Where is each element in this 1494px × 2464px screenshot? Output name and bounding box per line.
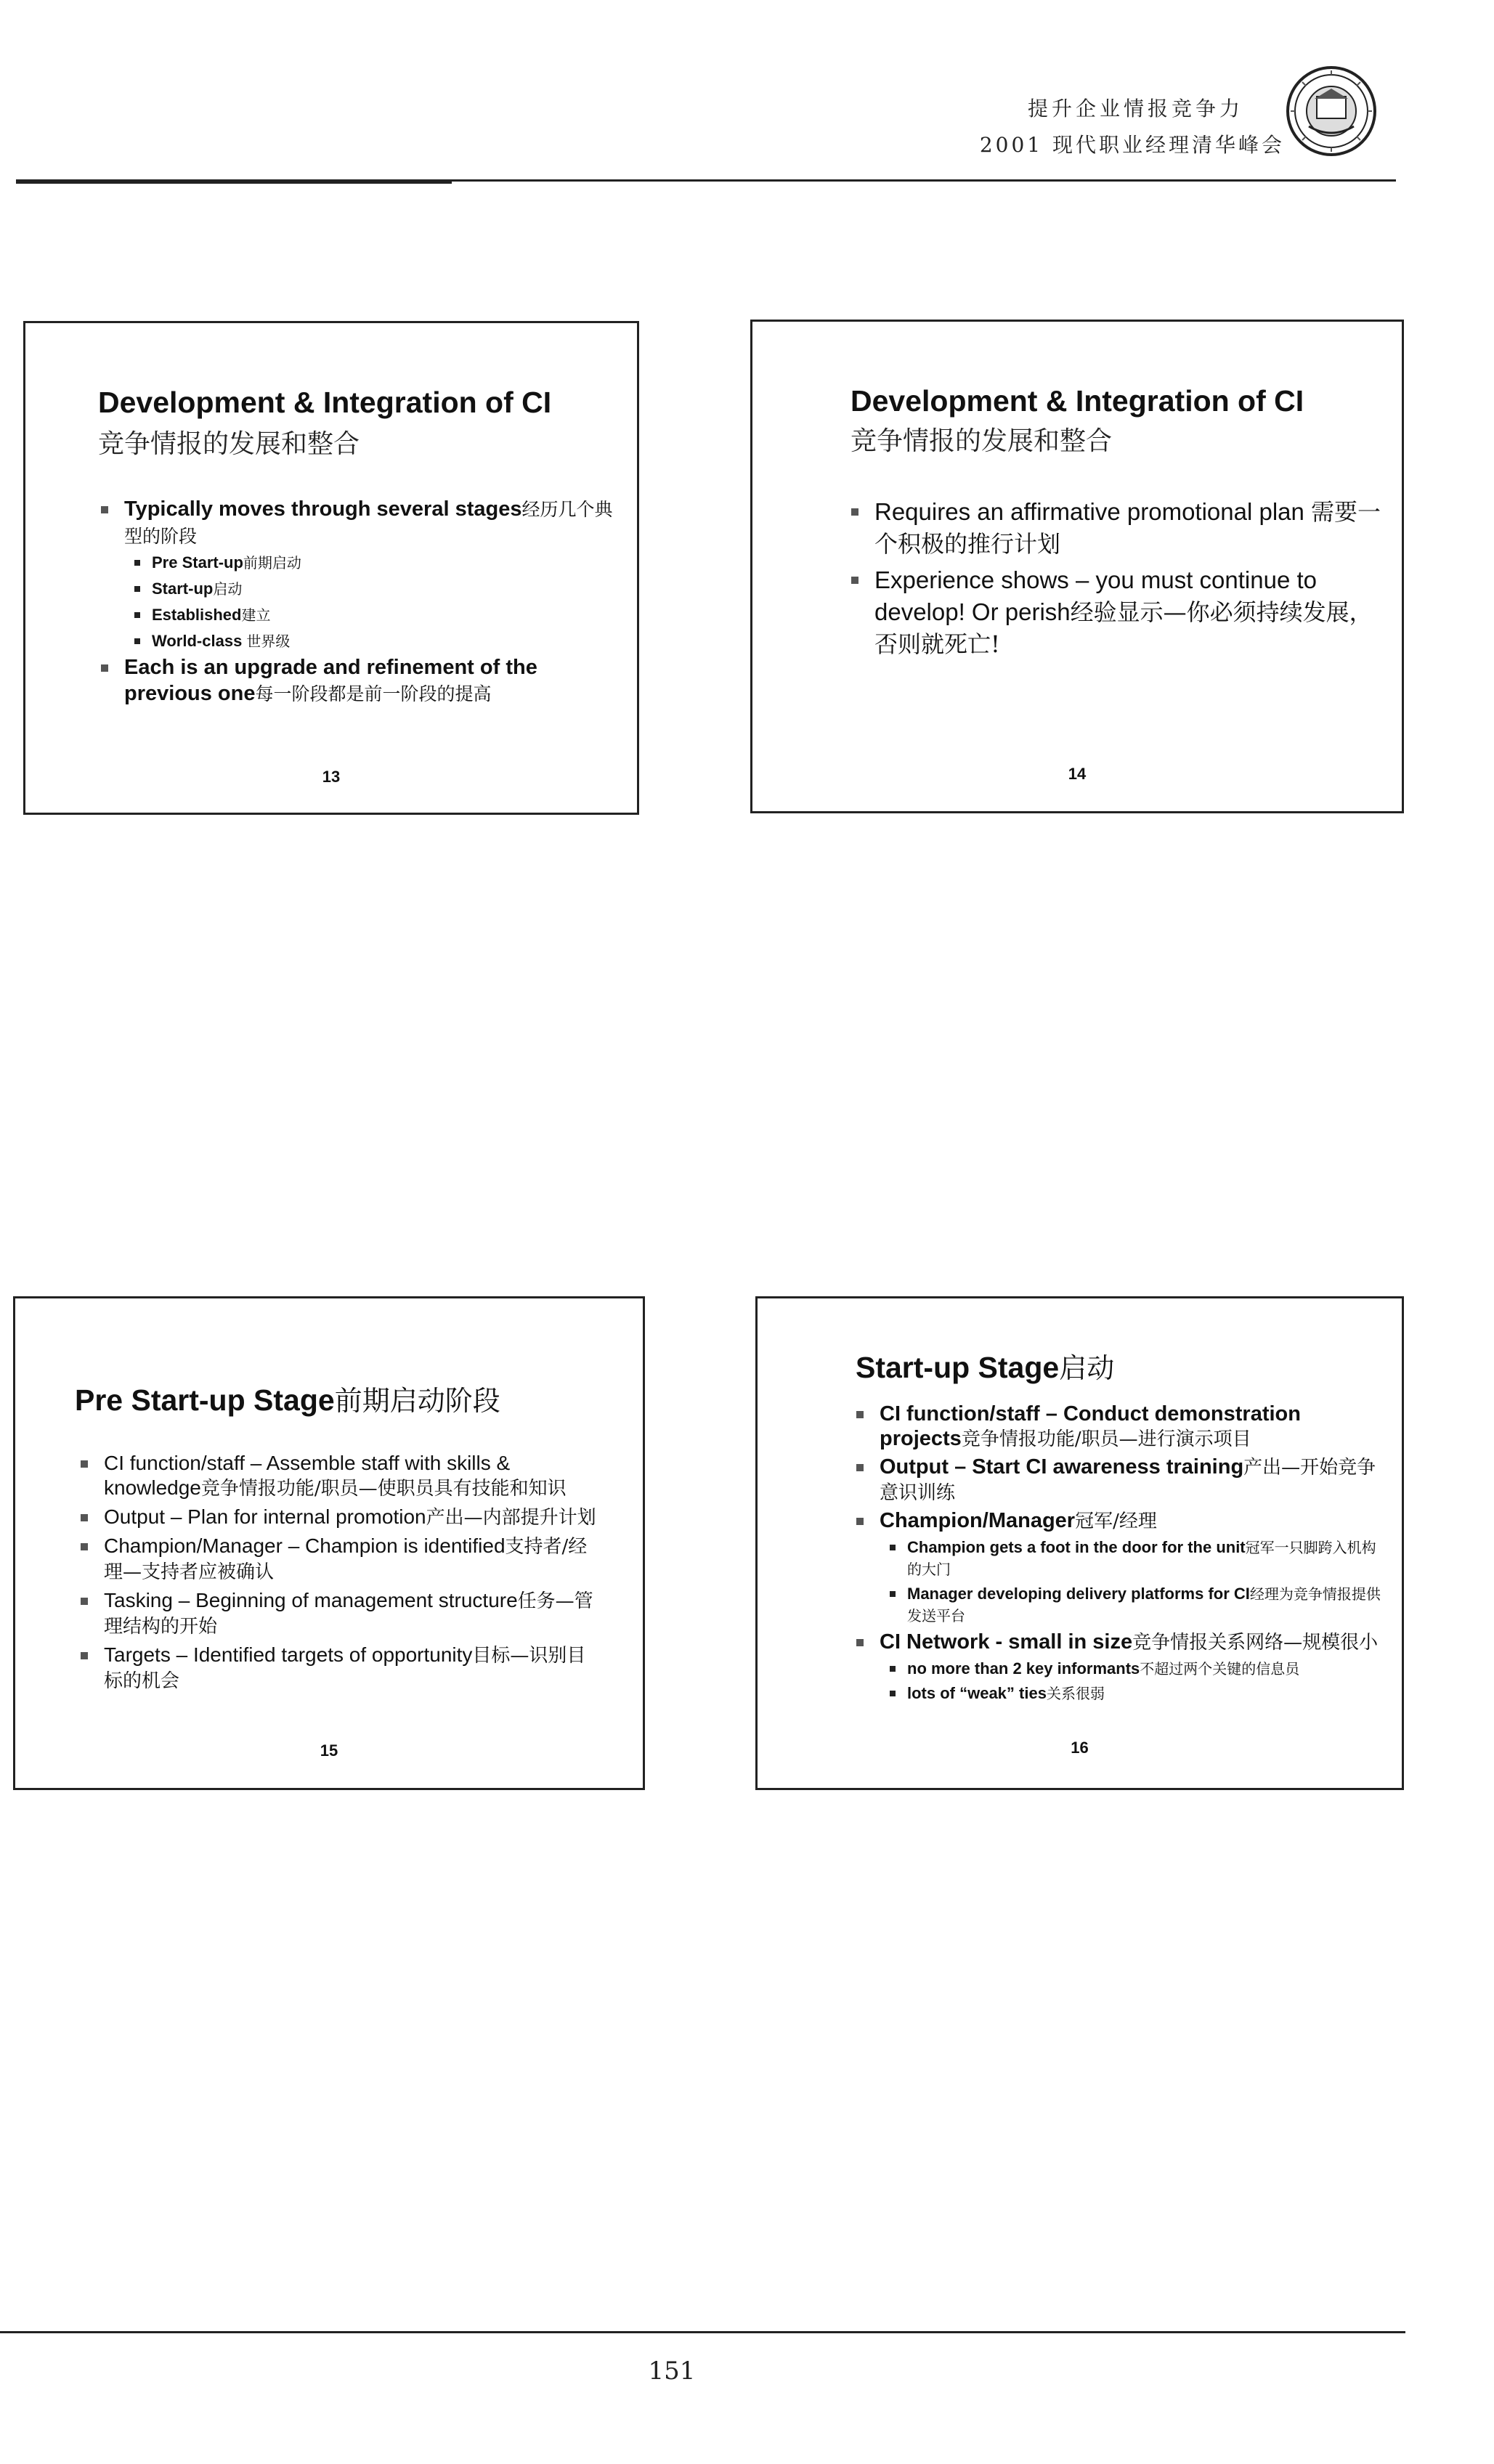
footer-rule <box>0 2331 1405 2333</box>
slide-15 <box>13 1296 645 1790</box>
bullet-item: Each is an upgrade and refinement of the previous one每一阶段都是前一阶段的提高 <box>95 654 618 707</box>
sub-bullet-item: Champion gets a foot in the door for the unit冠军一只脚跨入机构的大门 <box>850 1537 1381 1580</box>
bullet-item: Champion/Manager冠军/经理 <box>850 1508 1381 1534</box>
sub-bullet-item: Pre Start-up前期启动 <box>95 550 618 576</box>
slide-title: Pre Start-up Stage前期启动阶段 <box>75 1383 500 1417</box>
sub-bullet-item: Start-up启动 <box>95 576 618 602</box>
bullet-list <box>75 1451 598 1697</box>
bullet-item: Targets – Identified targets of opportunity目标—识别目标的机会 <box>75 1643 598 1694</box>
bullet-item: CI function/staff – Conduct demonstration projects竞争情报功能/职员—进行演示项目 <box>850 1402 1381 1452</box>
bullet-item: Experience shows – you must continue to develop! Or perish经验显示—你必须持续发展，否则就死亡! <box>845 564 1383 660</box>
slide-subtitle: 竞争情报的发展和整合 <box>850 426 1113 456</box>
header-subtitle: 2001 现代职业经理清华峰会 <box>979 133 1285 157</box>
slide-number: 16 <box>1071 1739 1089 1757</box>
slide-number: 15 <box>320 1741 338 1760</box>
bullet-item: CI Network - small in size竞争情报关系网络—规模很小 <box>850 1630 1381 1655</box>
slide-title: Development & Integration of CI <box>98 386 552 419</box>
sub-bullet-item: no more than 2 key informants不超过两个关键的信息员 <box>850 1658 1381 1680</box>
slide-title: Start-up Stage启动 <box>856 1351 1115 1384</box>
bullet-item: Tasking – Beginning of management structure任务—管理结构的开始 <box>75 1588 598 1639</box>
sub-bullet-item: Manager developing delivery platforms for CI经理为竞争情报提供发送平台 <box>850 1583 1381 1627</box>
bullet-list <box>845 496 1383 664</box>
sub-bullet-item: lots of “weak” ties关系很弱 <box>850 1683 1381 1704</box>
sub-bullet-item: World-class 世界级 <box>95 628 618 654</box>
header-rule-thick <box>16 179 452 184</box>
slide-subtitle: 竞争情报的发展和整合 <box>98 429 360 459</box>
slide-title: Development & Integration of CI <box>850 384 1304 418</box>
slide-number: 14 <box>1068 765 1087 783</box>
university-seal-icon <box>1284 64 1379 158</box>
bullet-item: Output – Start CI awareness training产出—开始竞争意识训练 <box>850 1455 1381 1505</box>
slide-16 <box>755 1296 1404 1790</box>
page-number: 151 <box>648 2357 696 2386</box>
slide-13 <box>23 321 639 815</box>
bullet-item: Typically moves through several stages经历几个典型的阶段 <box>95 496 618 550</box>
slide-number: 13 <box>322 768 341 786</box>
bullet-list <box>850 1402 1381 1707</box>
header-title: 提升企业情报竞争力 <box>1027 97 1243 121</box>
slide-14 <box>750 320 1404 813</box>
bullet-list <box>95 496 618 707</box>
bullet-item: Output – Plan for internal promotion产出—内部提升计划 <box>75 1505 598 1530</box>
bullet-item: Champion/Manager – Champion is identified支持者/经理—支持者应被确认 <box>75 1534 598 1585</box>
bullet-item: CI function/staff – Assemble staff with skills & knowledge竞争情报功能/职员—使职员具有技能和知识 <box>75 1451 598 1501</box>
sub-bullet-item: Established建立 <box>95 602 618 628</box>
bullet-item: Requires an affirmative promotional plan 需要一个积极的推行计划 <box>845 496 1383 560</box>
